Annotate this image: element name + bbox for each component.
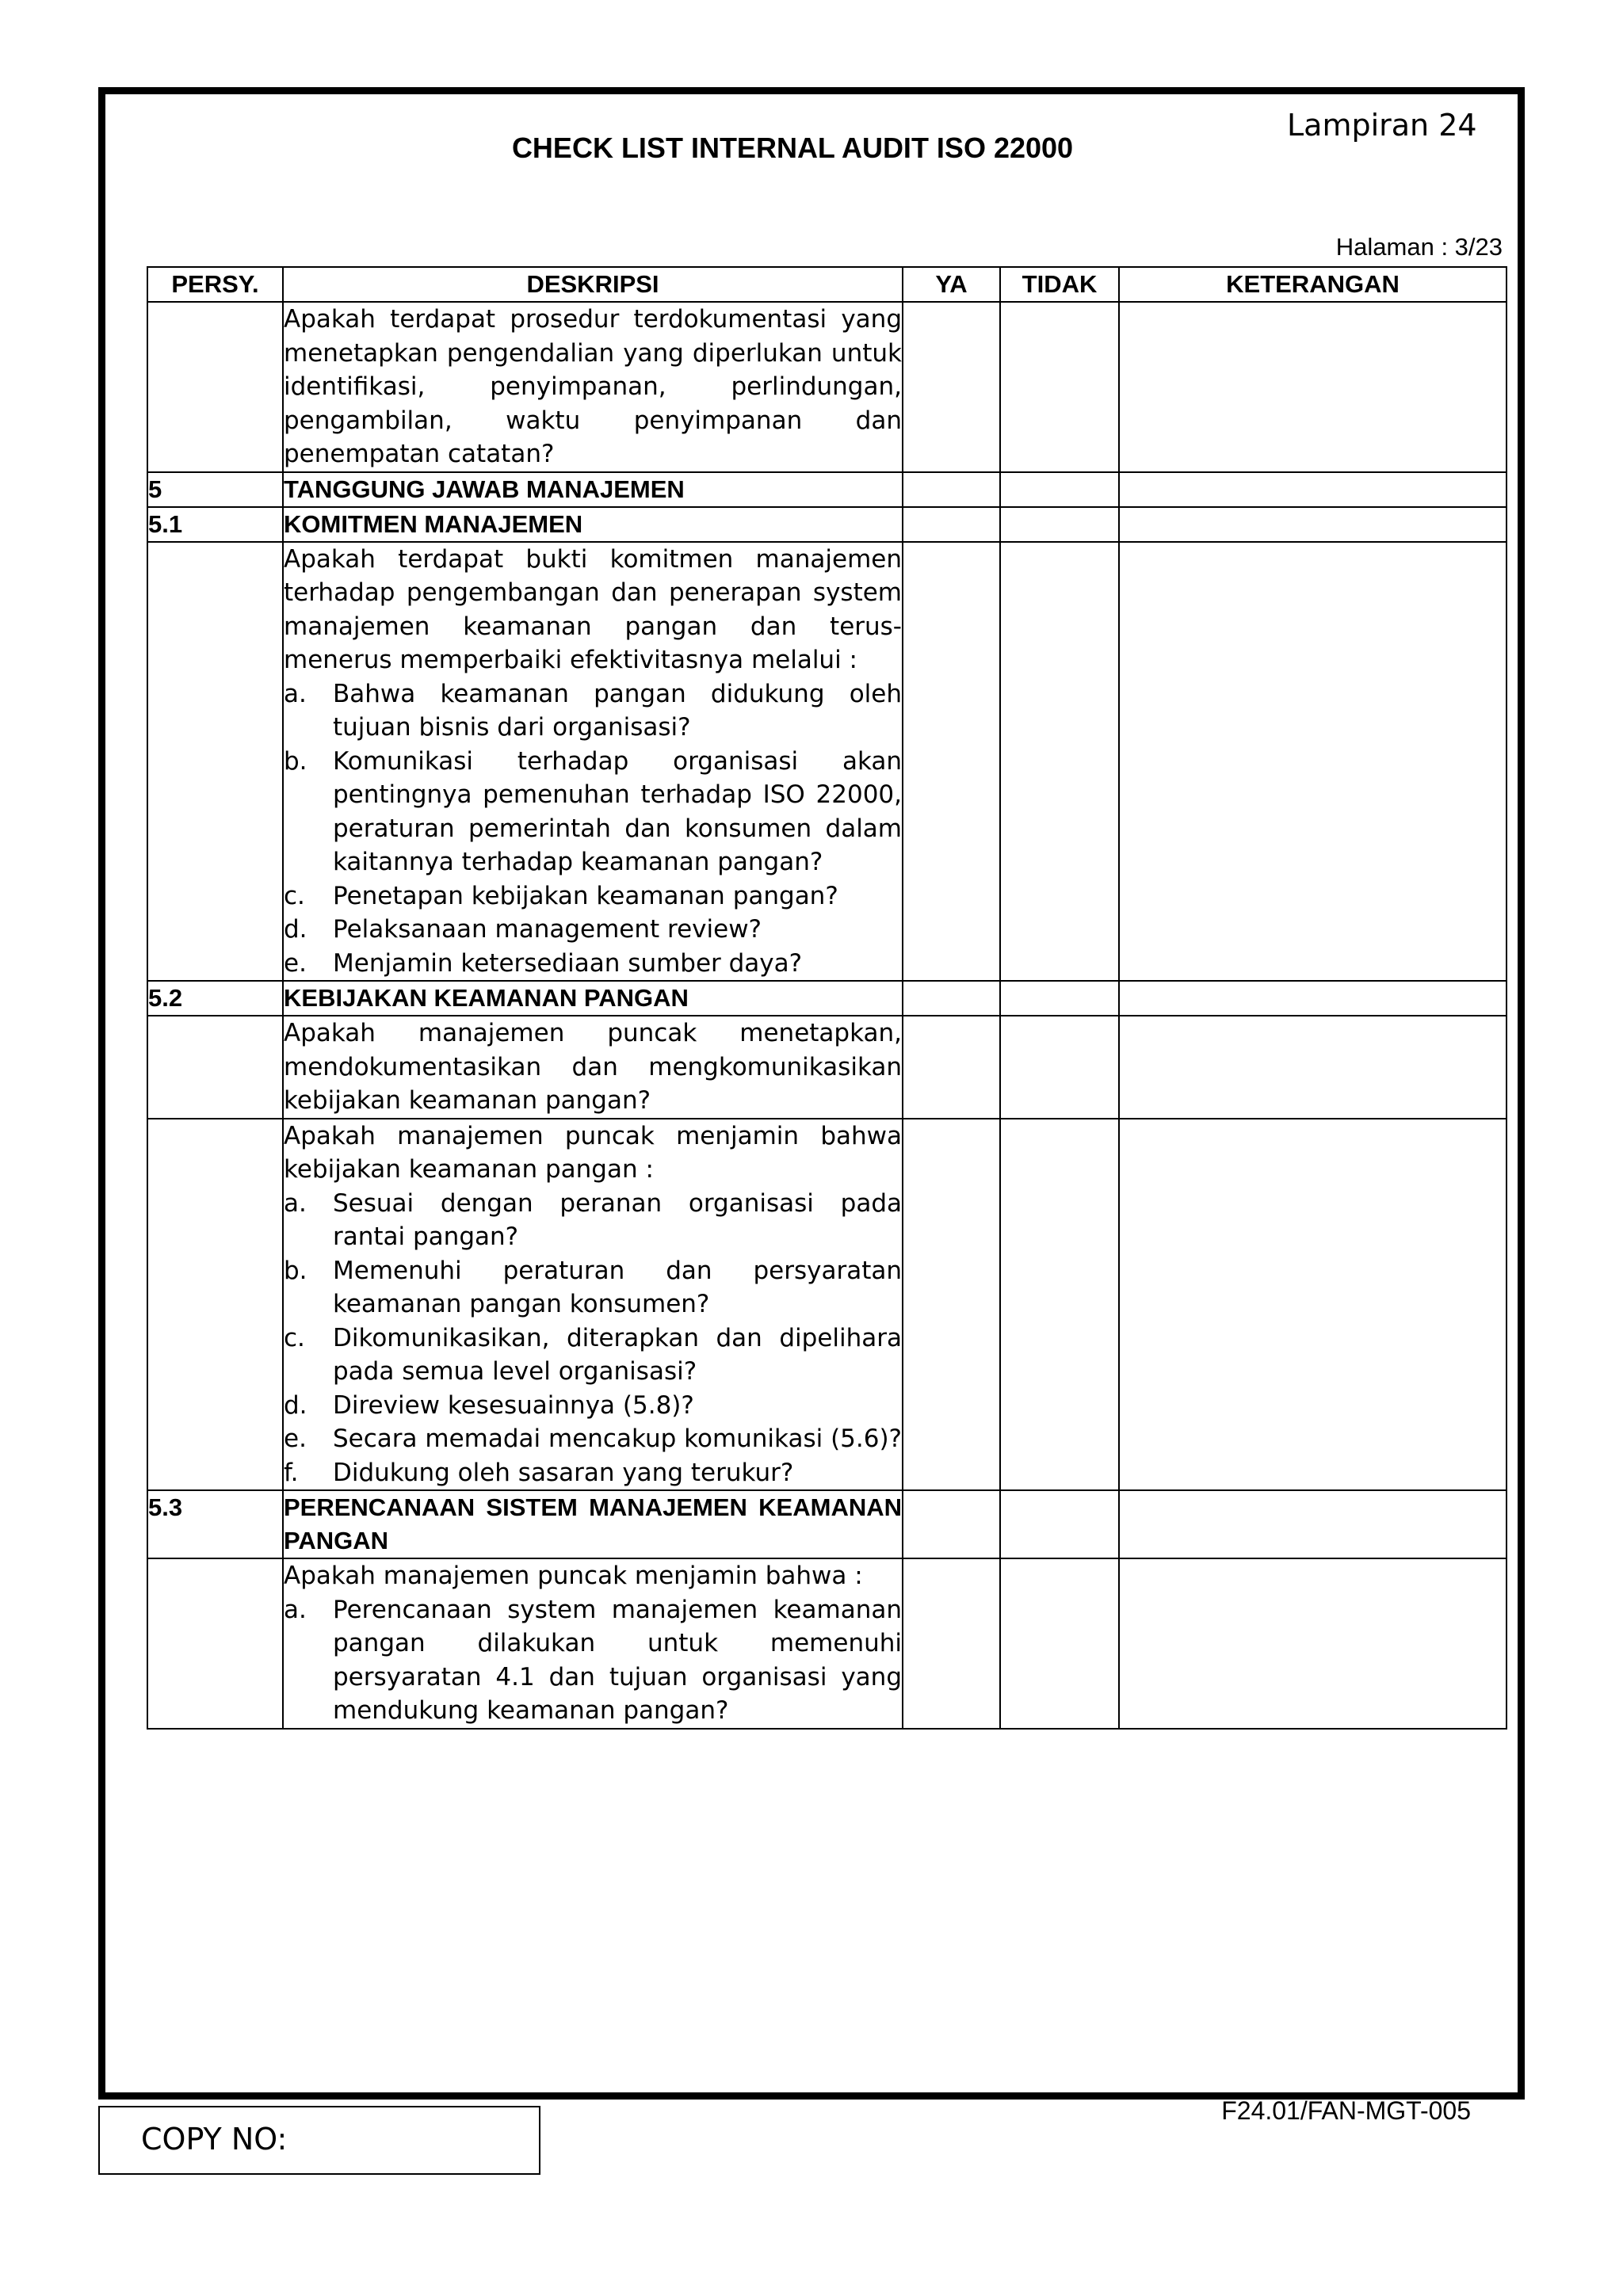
- description-cell: [283, 542, 903, 982]
- item-text: Menjamin ketersediaan sumber daya?: [333, 948, 803, 978]
- ya-cell[interactable]: [903, 472, 1000, 507]
- keterangan-cell[interactable]: [1119, 472, 1507, 507]
- table-header-row: [147, 267, 1507, 302]
- question-text: Apakah terdapat bukti komitmen manajemen terhadap pengembangan dan penerapan system manajemen keamanan pangan dan terus-menerus memperbaiki efektivitasnya melalui :: [284, 544, 902, 674]
- tidak-cell[interactable]: [1000, 1119, 1119, 1491]
- section-number: 5.2: [147, 981, 283, 1016]
- persy-cell: [147, 1119, 283, 1491]
- list-item: [284, 947, 902, 981]
- keterangan-cell[interactable]: [1119, 302, 1507, 472]
- item-text: Direview kesesuainnya (5.8)?: [333, 1390, 694, 1420]
- list-item: [284, 879, 902, 913]
- section-title: PERENCANAAN SISTEM MANAJEMEN KEAMANAN PANGAN: [283, 1490, 903, 1558]
- item-marker: d.: [284, 915, 307, 944]
- table-row: [147, 1558, 1507, 1729]
- tidak-cell[interactable]: [1000, 542, 1119, 982]
- persy-cell: [147, 1016, 283, 1119]
- list-item: [284, 745, 902, 879]
- item-text: Didukung oleh sasaran yang terukur?: [333, 1458, 794, 1487]
- col-header-ya: YA: [903, 267, 1000, 302]
- tidak-cell[interactable]: [1000, 981, 1119, 1016]
- keterangan-cell[interactable]: [1119, 1558, 1507, 1729]
- list-item: [284, 1593, 902, 1728]
- description-cell: [283, 1119, 903, 1491]
- section-row: [147, 472, 1507, 507]
- section-row: [147, 507, 1507, 542]
- lampiran-label: Lampiran 24: [1287, 108, 1477, 143]
- tidak-cell[interactable]: [1000, 472, 1119, 507]
- section-title: TANGGUNG JAWAB MANAJEMEN: [283, 472, 903, 507]
- audit-checklist-table: [147, 266, 1507, 1730]
- item-text: Perencanaan system manajemen keamanan pangan dilakukan untuk memenuhi persyaratan 4.1 dan tujuan organisasi yang mendukung keamanan pangan?: [333, 1595, 902, 1725]
- section-number: 5.3: [147, 1490, 283, 1558]
- ya-cell[interactable]: [903, 1016, 1000, 1119]
- item-marker: b.: [284, 1256, 307, 1285]
- table-row: [147, 1016, 1507, 1119]
- item-marker: b.: [284, 746, 307, 776]
- list-item: [284, 1456, 902, 1490]
- col-header-keterangan: KETERANGAN: [1119, 267, 1507, 302]
- item-marker: a.: [284, 679, 307, 708]
- item-marker: f.: [284, 1458, 299, 1487]
- form-code: F24.01/FAN-MGT-005: [1221, 2096, 1471, 2125]
- ya-cell[interactable]: [903, 302, 1000, 472]
- list-item: [284, 1422, 902, 1456]
- tidak-cell[interactable]: [1000, 507, 1119, 542]
- section-number: 5.1: [147, 507, 283, 542]
- tidak-cell[interactable]: [1000, 1490, 1119, 1558]
- item-marker: a.: [284, 1188, 307, 1218]
- question-text: Apakah manajemen puncak menetapkan, mendokumentasikan dan mengkomunikasikan kebijakan keamanan pangan?: [284, 1019, 902, 1115]
- col-header-tidak: TIDAK: [1000, 267, 1119, 302]
- persy-cell: [147, 542, 283, 982]
- table-row: [147, 1119, 1507, 1491]
- table-row: [147, 302, 1507, 472]
- section-title: KEBIJAKAN KEAMANAN PANGAN: [283, 981, 903, 1016]
- item-marker: a.: [284, 1595, 307, 1624]
- ya-cell[interactable]: [903, 981, 1000, 1016]
- question-text: Apakah manajemen puncak menjamin bahwa :: [284, 1562, 863, 1590]
- keterangan-cell[interactable]: [1119, 1016, 1507, 1119]
- page-number: Halaman : 3/23: [1335, 233, 1503, 261]
- section-number: 5: [147, 472, 283, 507]
- keterangan-cell[interactable]: [1119, 542, 1507, 982]
- document-title: CHECK LIST INTERNAL AUDIT ISO 22000: [511, 132, 1074, 164]
- question-items: [284, 1187, 902, 1490]
- item-text: Memenuhi peraturan dan persyaratan keamanan pangan konsumen?: [333, 1256, 902, 1318]
- tidak-cell[interactable]: [1000, 302, 1119, 472]
- copy-number-label: COPY NO:: [141, 2122, 288, 2157]
- keterangan-cell[interactable]: [1119, 507, 1507, 542]
- question-items: [284, 1593, 902, 1728]
- table-row: [147, 542, 1507, 982]
- item-text: Komunikasi terhadap organisasi akan pentingnya pemenuhan terhadap ISO 22000, peraturan pemerintah dan konsumen dalam kaitannya terhadap keamanan pangan?: [333, 746, 902, 876]
- description-cell: [283, 1016, 903, 1119]
- item-text: Dikomunikasikan, diterapkan dan dipelihara pada semua level organisasi?: [333, 1323, 902, 1386]
- col-header-deskripsi: DESKRIPSI: [283, 267, 903, 302]
- keterangan-cell[interactable]: [1119, 1490, 1507, 1558]
- item-marker: c.: [284, 881, 305, 910]
- ya-cell[interactable]: [903, 1119, 1000, 1491]
- item-marker: e.: [284, 948, 307, 978]
- item-text: Sesuai dengan peranan organisasi pada rantai pangan?: [333, 1188, 902, 1251]
- item-text: Pelaksanaan management review?: [333, 915, 762, 944]
- item-marker: e.: [284, 1425, 307, 1453]
- question-text: Apakah manajemen puncak menjamin bahwa kebijakan keamanan pangan :: [284, 1121, 902, 1184]
- list-item: [284, 1187, 902, 1254]
- section-row: [147, 1490, 1507, 1558]
- question-items: [284, 677, 902, 981]
- item-text: Secara memadai mencakup komunikasi (5.6)?: [333, 1425, 903, 1453]
- ya-cell[interactable]: [903, 1490, 1000, 1558]
- ya-cell[interactable]: [903, 1558, 1000, 1729]
- persy-cell: [147, 302, 283, 472]
- keterangan-cell[interactable]: [1119, 981, 1507, 1016]
- list-item: [284, 1254, 902, 1322]
- list-item: [284, 1389, 902, 1423]
- list-item: [284, 1322, 902, 1389]
- description-cell: [283, 302, 903, 472]
- section-row: [147, 981, 1507, 1016]
- list-item: [284, 913, 902, 947]
- question-text: Apakah terdapat prosedur terdokumentasi yang menetapkan pengendalian yang diperlukan untuk identifikasi, penyimpanan, perlindungan, pengambilan, waktu penyimpanan dan penempatan catatan?: [284, 305, 902, 468]
- ya-cell[interactable]: [903, 542, 1000, 982]
- item-text: Penetapan kebijakan keamanan pangan?: [333, 881, 838, 910]
- list-item: [284, 677, 902, 745]
- item-text: Bahwa keamanan pangan didukung oleh tujuan bisnis dari organisasi?: [333, 679, 902, 742]
- tidak-cell[interactable]: [1000, 1558, 1119, 1729]
- section-title: KOMITMEN MANAJEMEN: [283, 507, 903, 542]
- persy-cell: [147, 1558, 283, 1729]
- item-marker: c.: [284, 1323, 305, 1352]
- col-header-persy: PERSY.: [147, 267, 283, 302]
- copy-number-box: [98, 2106, 540, 2175]
- tidak-cell[interactable]: [1000, 1016, 1119, 1119]
- keterangan-cell[interactable]: [1119, 1119, 1507, 1491]
- ya-cell[interactable]: [903, 507, 1000, 542]
- item-marker: d.: [284, 1390, 307, 1420]
- description-cell: [283, 1558, 903, 1729]
